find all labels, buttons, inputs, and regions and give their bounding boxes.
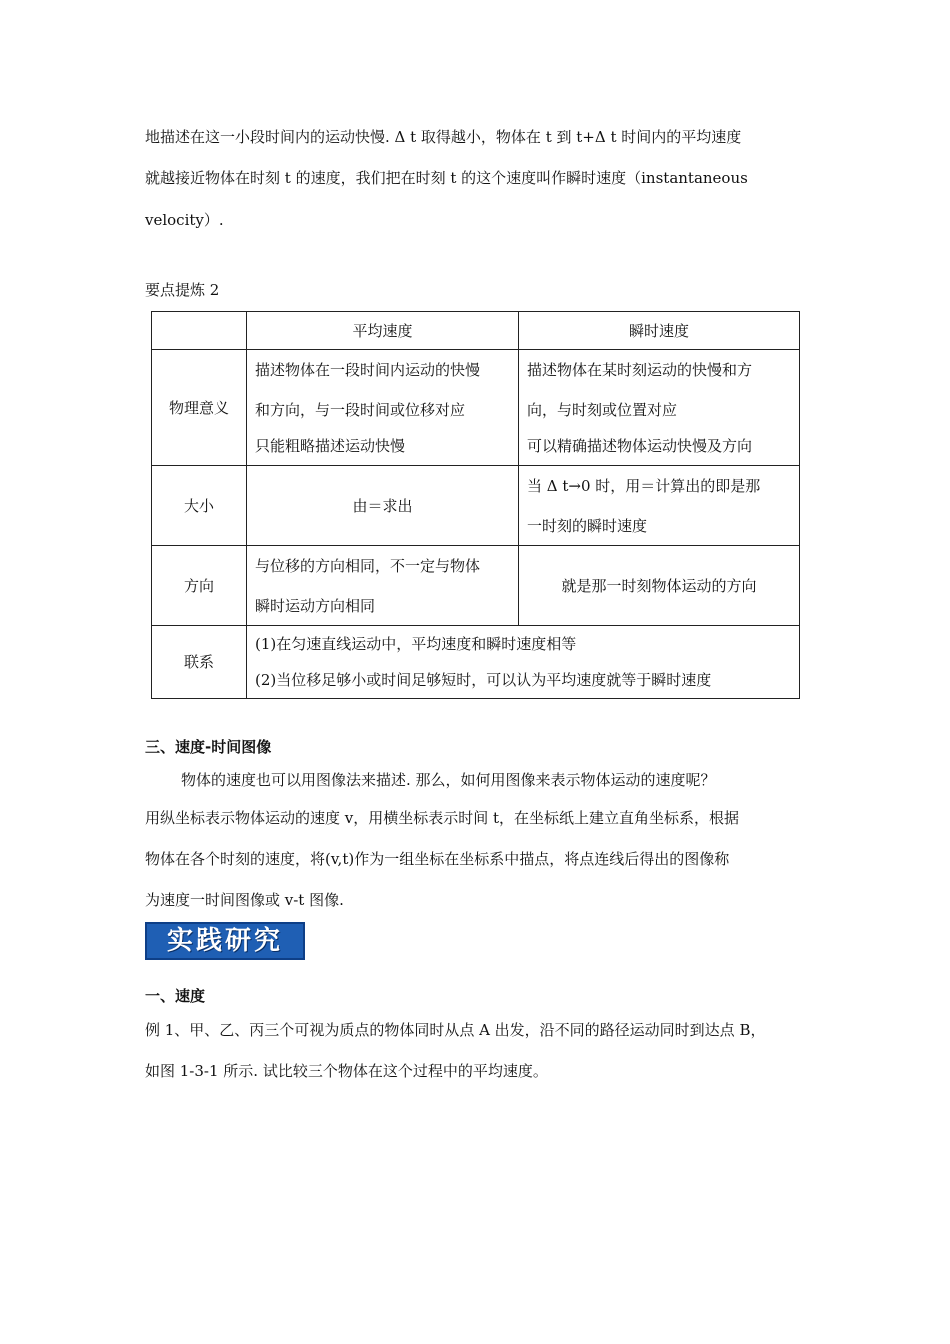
comparison-table — [151, 311, 800, 699]
table-row — [152, 546, 800, 626]
paragraph-line: 物体的速度也可以用图像法来描述. 那么，如何用图像来表示物体运动的速度呢？ — [181, 771, 716, 789]
average-cell — [247, 546, 519, 626]
cell-line: 可以精确描述物体运动快慢及方向 — [527, 436, 753, 455]
cell-line: 描述物体在某时刻运动的快慢和方 — [527, 360, 753, 379]
average-cell — [247, 350, 519, 466]
cell-line: 瞬时运动方向相同 — [255, 596, 376, 615]
instantaneous-cell — [519, 546, 800, 626]
table-row — [152, 350, 800, 466]
cell-line: 就是那一时刻物体运动的方向 — [561, 576, 757, 595]
cell-line: 与位移的方向相同，不一定与物体 — [255, 556, 481, 575]
cell-line: 只能粗略描述运动快慢 — [255, 436, 406, 455]
key-points-title: 要点提炼 2 — [145, 281, 220, 299]
table-row — [152, 466, 800, 546]
header-empty-cell — [152, 312, 247, 350]
example-line: 如图 1-3-1 所示. 试比较三个物体在这个过程中的平均速度。 — [145, 1062, 548, 1080]
intro-line-1: 地描述在这一小段时间内的运动快慢. Δ t 取得越小，物体在 t 到 t+Δ t 时间内的平均速度 — [145, 128, 742, 146]
table-row — [152, 626, 800, 699]
practice-research-banner: 实践研究 — [145, 922, 305, 960]
cell-line: 和方向，与一段时间或位移对应 — [255, 400, 466, 419]
paragraph-line: 为速度一时间图像或 v-t 图像. — [145, 891, 344, 909]
header-average-velocity: 平均速度 — [247, 312, 519, 350]
row-label: 大小 — [152, 466, 247, 546]
merged-cell — [247, 626, 800, 699]
instantaneous-cell — [519, 466, 800, 546]
average-cell — [247, 466, 519, 546]
intro-line-3: velocity）. — [145, 211, 224, 229]
intro-line-2: 就越接近物体在时刻 t 的速度，我们把在时刻 t 的这个速度叫作瞬时速度（instantaneous — [145, 169, 748, 187]
example-line: 例 1、甲、乙、丙三个可视为质点的物体同时从点 A 出发，沿不同的路径运动同时到达点 B， — [145, 1021, 766, 1039]
cell-line: 由＝求出 — [352, 496, 413, 515]
cell-line: (1)在匀速直线运动中，平均速度和瞬时速度相等 — [255, 635, 577, 653]
section-heading-velocity: 一、速度 — [145, 987, 206, 1005]
cell-line: 当 Δ t→0 时，用＝计算出的即是那 — [527, 476, 761, 495]
instantaneous-cell — [519, 350, 800, 466]
cell-line: 向，与时刻或位置对应 — [527, 400, 678, 419]
table-header-row — [152, 312, 800, 350]
cell-line: 描述物体在一段时间内运动的快慢 — [255, 360, 481, 379]
cell-line: 一时刻的瞬时速度 — [527, 516, 648, 535]
cell-line: (2)当位移足够小或时间足够短时，可以认为平均速度就等于瞬时速度 — [255, 671, 712, 689]
header-instantaneous-velocity: 瞬时速度 — [519, 312, 800, 350]
row-label: 方向 — [152, 546, 247, 626]
paragraph-line: 物体在各个时刻的速度，将(v,t)作为一组坐标在坐标系中描点，将点连线后得出的图像称 — [145, 850, 730, 868]
paragraph-line: 用纵坐标表示物体运动的速度 v，用横坐标表示时间 t，在坐标纸上建立直角坐标系，根据 — [145, 809, 740, 827]
row-label: 物理意义 — [152, 350, 247, 466]
row-label: 联系 — [152, 626, 247, 699]
section-heading-vt-graph: 三、速度-时间图像 — [145, 738, 272, 756]
